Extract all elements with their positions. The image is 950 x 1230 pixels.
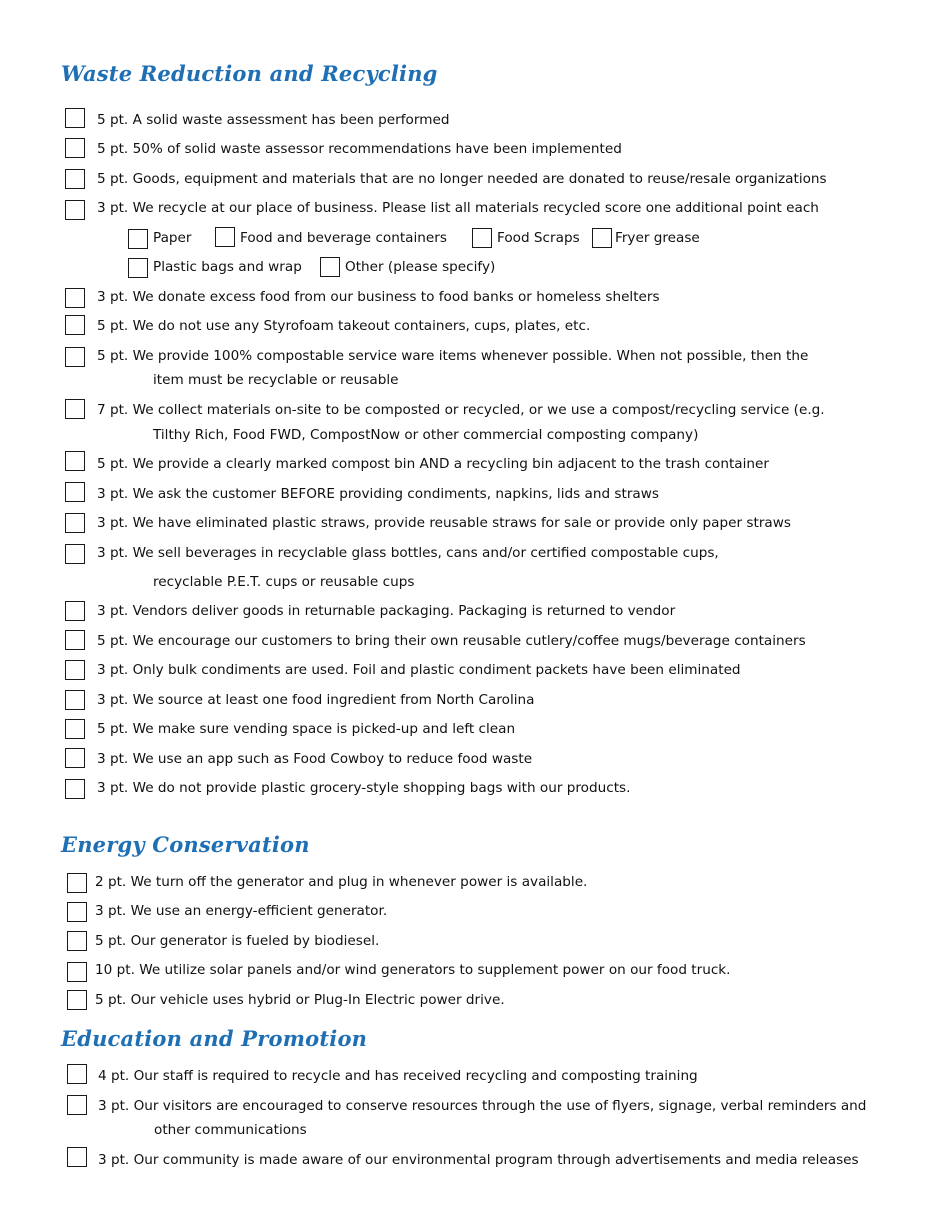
checkbox-material-fryer-grease[interactable] <box>592 228 612 248</box>
checkbox-energy-2[interactable] <box>67 902 87 922</box>
item-label: 5 pt. Goods, equipment and materials that are no longer needed are donated to reuse/resale organizations <box>97 171 827 187</box>
item-label: 3 pt. We sell beverages in recyclable glass bottles, cans and/or certified compostable cups, <box>97 545 719 561</box>
item-label: 5 pt. We do not use any Styrofoam takeout containers, cups, plates, etc. <box>97 318 591 334</box>
material-label: Plastic bags and wrap <box>153 259 302 275</box>
item-label: 3 pt. We ask the customer BEFORE providing condiments, napkins, lids and straws <box>97 486 659 502</box>
checkbox-waste-12[interactable] <box>65 544 85 564</box>
item-label: 5 pt. We encourage our customers to bring their own reusable cutlery/coffee mugs/beverage containers <box>97 633 806 649</box>
checkbox-waste-10[interactable] <box>65 482 85 502</box>
item-label-continued: other communications <box>154 1122 307 1138</box>
checkbox-waste-9[interactable] <box>65 451 85 471</box>
item-label: 3 pt. We have eliminated plastic straws, provide reusable straws for sale or provide only paper straws <box>97 515 791 531</box>
item-label: 5 pt. We make sure vending space is picked-up and left clean <box>97 721 516 737</box>
item-label: 3 pt. We use an energy-efficient generator. <box>95 903 388 919</box>
item-label: 3 pt. Vendors deliver goods in returnable packaging. Packaging is returned to vendor <box>97 603 676 619</box>
checkbox-waste-17[interactable] <box>65 719 85 739</box>
checkbox-material-food-scraps[interactable] <box>472 228 492 248</box>
section-title-education: Education and Promotion <box>61 1026 368 1051</box>
checkbox-waste-3[interactable] <box>65 169 85 189</box>
checkbox-waste-4[interactable] <box>65 200 85 220</box>
item-label: 3 pt. We recycle at our place of business. Please list all materials recycled score one additional point each <box>97 200 819 216</box>
checkbox-education-3[interactable] <box>67 1147 87 1167</box>
item-label-continued: recyclable P.E.T. cups or reusable cups <box>153 574 415 590</box>
item-label: 5 pt. We provide 100% compostable service ware items whenever possible. When not possible, then the <box>97 348 809 364</box>
checkbox-material-paper[interactable] <box>128 229 148 249</box>
item-label: 3 pt. We source at least one food ingredient from North Carolina <box>97 692 535 708</box>
material-label: Food and beverage containers <box>240 230 447 246</box>
checkbox-waste-1[interactable] <box>65 108 85 128</box>
item-label: 3 pt. We do not provide plastic grocery-style shopping bags with our products. <box>97 780 631 796</box>
checkbox-material-plastic-bags[interactable] <box>128 258 148 278</box>
material-label: Food Scraps <box>497 230 580 246</box>
checkbox-waste-11[interactable] <box>65 513 85 533</box>
checkbox-waste-18[interactable] <box>65 748 85 768</box>
item-label: 5 pt. Our vehicle uses hybrid or Plug-In Electric power drive. <box>95 992 505 1008</box>
checkbox-waste-16[interactable] <box>65 690 85 710</box>
item-label: 3 pt. Our visitors are encouraged to conserve resources through the use of flyers, signage, verbal reminders and <box>98 1098 867 1114</box>
checkbox-waste-5[interactable] <box>65 288 85 308</box>
item-label: 10 pt. We utilize solar panels and/or wind generators to supplement power on our food truck. <box>95 962 731 978</box>
checkbox-energy-1[interactable] <box>67 873 87 893</box>
checkbox-education-1[interactable] <box>67 1064 87 1084</box>
checkbox-waste-19[interactable] <box>65 779 85 799</box>
material-label: Fryer grease <box>615 230 700 246</box>
checkbox-waste-8[interactable] <box>65 399 85 419</box>
checkbox-material-other[interactable] <box>320 257 340 277</box>
item-label: 3 pt. We donate excess food from our business to food banks or homeless shelters <box>97 289 660 305</box>
item-label-continued: item must be recyclable or reusable <box>153 372 399 388</box>
checkbox-waste-14[interactable] <box>65 630 85 650</box>
item-label: 7 pt. We collect materials on-site to be composted or recycled, or we use a compost/recycling service (e.g. <box>97 402 825 418</box>
checkbox-waste-6[interactable] <box>65 315 85 335</box>
item-label: 2 pt. We turn off the generator and plug in whenever power is available. <box>95 874 588 890</box>
checkbox-education-2[interactable] <box>67 1095 87 1115</box>
checkbox-waste-7[interactable] <box>65 347 85 367</box>
checkbox-waste-13[interactable] <box>65 601 85 621</box>
checkbox-energy-5[interactable] <box>67 990 87 1010</box>
item-label-continued: Tilthy Rich, Food FWD, CompostNow or other commercial composting company) <box>153 427 699 443</box>
item-label: 5 pt. We provide a clearly marked compost bin AND a recycling bin adjacent to the trash container <box>97 456 769 472</box>
item-label: 5 pt. 50% of solid waste assessor recommendations have been implemented <box>97 141 622 157</box>
section-title-waste: Waste Reduction and Recycling <box>61 61 438 86</box>
section-title-energy: Energy Conservation <box>61 832 310 857</box>
item-label: 3 pt. Our community is made aware of our environmental program through advertisements and media releases <box>98 1152 859 1168</box>
item-label: 5 pt. Our generator is fueled by biodiesel. <box>95 933 380 949</box>
item-label: 5 pt. A solid waste assessment has been performed <box>97 112 450 128</box>
checkbox-material-food-beverage-containers[interactable] <box>215 227 235 247</box>
checkbox-waste-15[interactable] <box>65 660 85 680</box>
item-label: 3 pt. Only bulk condiments are used. Foil and plastic condiment packets have been eliminated <box>97 662 741 678</box>
item-label: 3 pt. We use an app such as Food Cowboy to reduce food waste <box>97 751 533 767</box>
material-label: Other (please specify) <box>345 259 496 275</box>
checkbox-energy-4[interactable] <box>67 962 87 982</box>
item-label: 4 pt. Our staff is required to recycle and has received recycling and composting training <box>98 1068 698 1084</box>
checkbox-energy-3[interactable] <box>67 931 87 951</box>
material-label: Paper <box>153 230 192 246</box>
checkbox-waste-2[interactable] <box>65 138 85 158</box>
